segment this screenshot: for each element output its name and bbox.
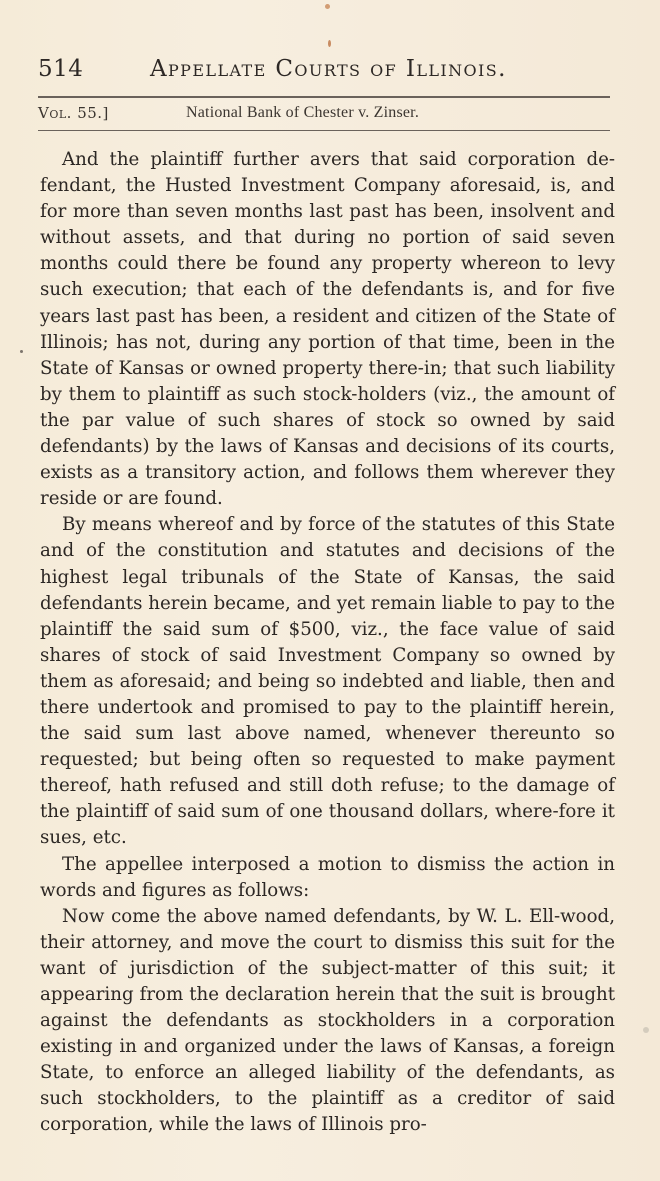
page-number: 514 bbox=[38, 56, 84, 82]
case-title: National Bank of Chester v. Zinser. bbox=[186, 104, 420, 121]
paragraph: By means whereof and by force of the statutes of this State and of the constitution and statutes and decisions of the highest legal tribunals of the State of Kansas, the said defendants herein became, and yet remain liable to pay to the plaintiff the said sum of $500, viz., the face value of said shares of stock of said Investment Company so owned by them as aforesaid; and being so indebted and liable, then and there undertook and promised to pay to the plaintiff herein, the said sum last above named, whenever thereunto so requested; but being often so requested to make payment thereof, hath refused and still doth refuse; to the damage of the plaintiff of said sum of one thousand dollars, where-fore it sues, etc. bbox=[40, 514, 615, 849]
volume-label: Vol. 55.] bbox=[38, 104, 109, 122]
subheader-rule bbox=[38, 130, 610, 131]
paragraph: Now come the above named defendants, by W. L. Ell-wood, their attorney, and move the court to dismiss this suit for the want of jurisdiction of the subject-matter of this suit; it appearing from the declaration herein that the suit is brought against the defendants as stockholders in a corporation existing in and organized under the laws of Kansas, a foreign State, to enforce an alleged liability of the defendants, as such stockholders, to the plaintiff as a creditor of said corporation, while the laws of Illinois pro- bbox=[40, 905, 615, 1136]
ink-mark bbox=[325, 4, 330, 9]
body-text bbox=[40, 147, 615, 1139]
page-stain bbox=[643, 1027, 649, 1033]
margin-dot bbox=[20, 350, 23, 353]
paragraph: The appellee interposed a motion to dismiss the action in words and figures as follows: bbox=[40, 853, 615, 901]
ink-mark bbox=[328, 40, 331, 47]
running-title: Appellate Courts of Illinois. bbox=[150, 56, 507, 82]
case-subheader bbox=[38, 104, 610, 128]
page-header bbox=[38, 56, 613, 94]
header-rule bbox=[38, 96, 610, 98]
paragraph: And the plaintiff further avers that said corporation de-fendant, the Husted Investment Company aforesaid, is, and for more than seven months last past has been, insolvent and without assets, and that during no portion of said seven months could there be found any property whereon to levy such execution; that each of the defendants is, and for five years last past has been, a resident and citizen of the State of Illinois; has not, during any portion of that time, been in the State of Kansas or owned property there-in; that such liability by them to plaintiff as such stock-holders (viz., the amount of the par value of such shares of stock so owned by said defendants) by the laws of Kansas and decisions of its courts, exists as a transitory action, and follows them wherever they reside or are found. bbox=[40, 149, 615, 510]
